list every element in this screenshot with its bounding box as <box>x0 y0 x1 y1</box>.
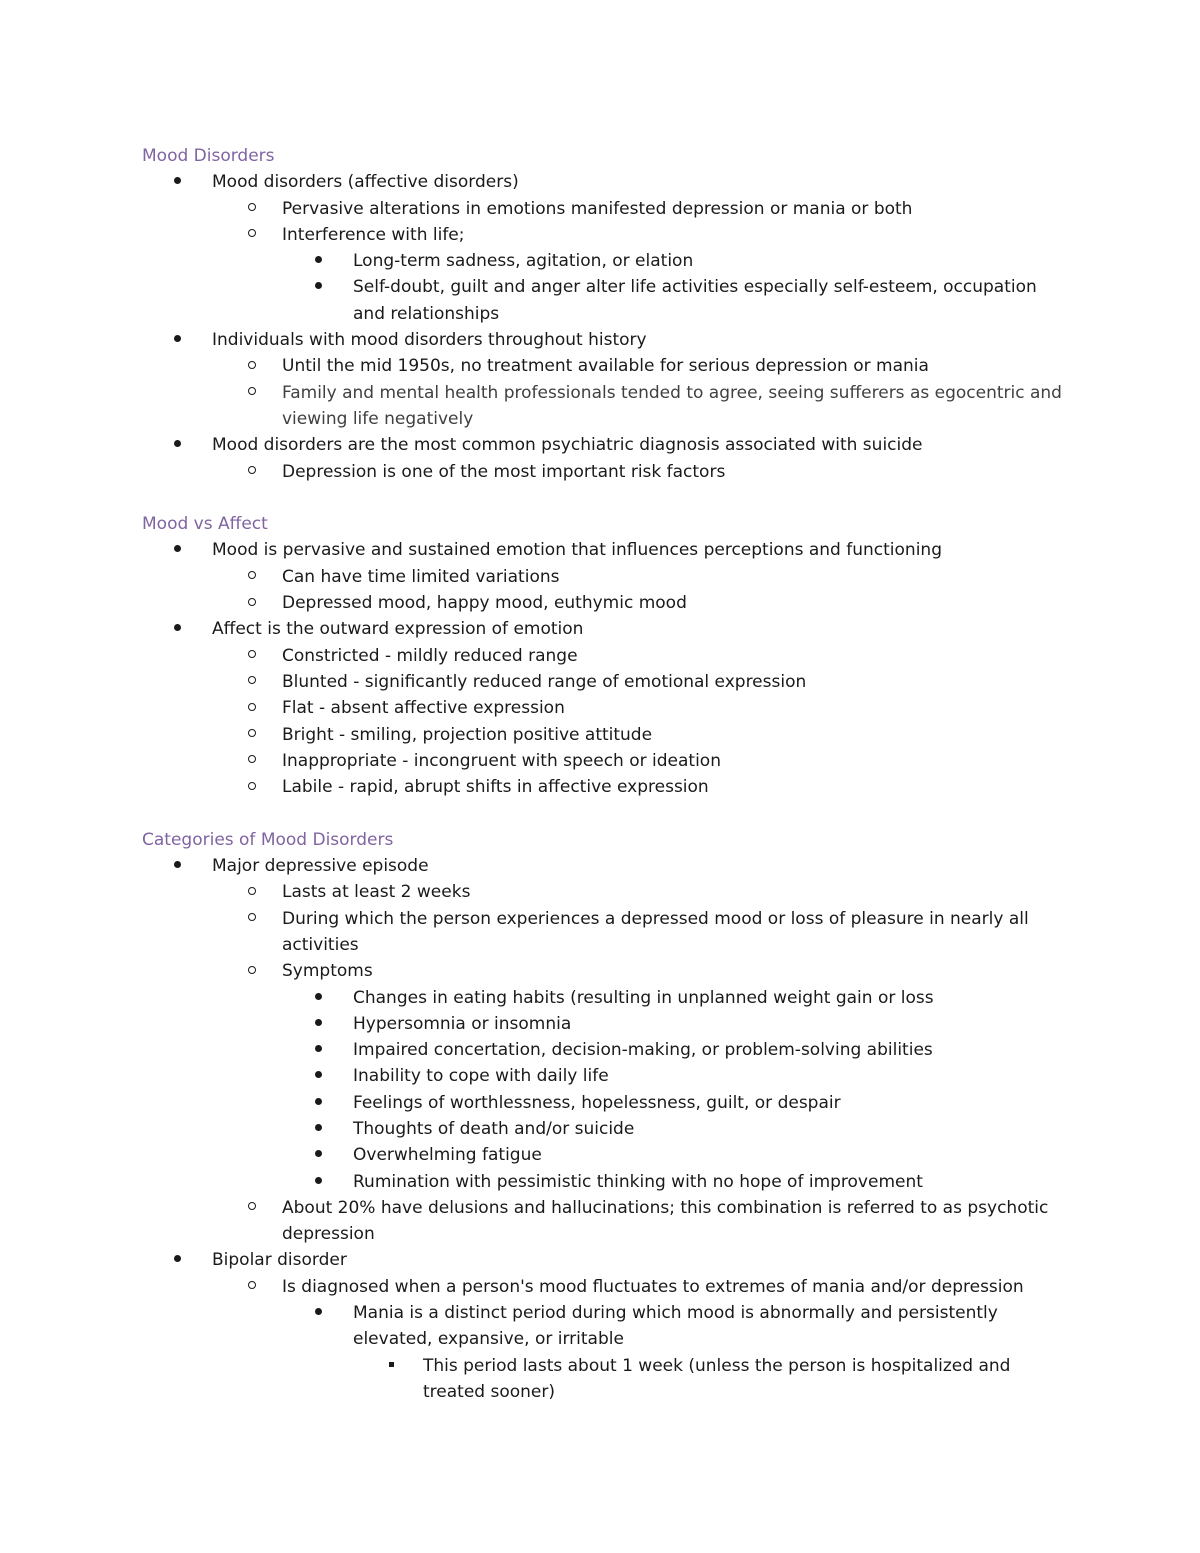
list-item <box>142 248 1072 274</box>
list-item-text: Can have time limited variations <box>282 566 560 587</box>
list-item-text: About 20% have delusions and hallucinations; this combination is referred to as psychotic depression <box>282 1197 1049 1245</box>
list-item <box>142 985 1072 1011</box>
section-spacer <box>142 485 1072 511</box>
bullet-list <box>142 853 1072 879</box>
list-item <box>142 774 1072 800</box>
bullet-circle-icon <box>248 643 256 669</box>
list-item-text: Self-doubt, guilt and anger alter life activities especially self-esteem, occupation and relationships <box>353 277 1037 324</box>
list-item-text: Changes in eating habits (resulting in unplanned weight gain or loss <box>353 987 934 1008</box>
list-item <box>142 879 1072 905</box>
list-item-text: Inability to cope with daily life <box>353 1066 609 1087</box>
list-item <box>142 274 1072 327</box>
list-item <box>142 643 1072 669</box>
list-item <box>142 1195 1072 1248</box>
section-heading-categories: Categories of Mood Disorders <box>142 829 394 850</box>
sub-list <box>142 643 1072 801</box>
list-item-text: Until the mid 1950s, no treatment available for serious depression or mania <box>282 356 929 377</box>
bullet-list <box>142 327 1072 353</box>
list-item-text: Individuals with mood disorders throughout history <box>212 330 647 351</box>
bullet-circle-icon <box>248 564 256 590</box>
bullet-list <box>142 537 1072 563</box>
bullet-square-icon <box>389 1353 394 1379</box>
list-item <box>142 1063 1072 1089</box>
list-item-text: Is diagnosed when a person's mood fluctuates to extremes of mania and/or depression <box>282 1276 1024 1297</box>
bullet-list <box>142 1247 1072 1273</box>
list-item <box>142 380 1072 433</box>
bullet-disc-icon <box>174 537 181 563</box>
sub-sub-list <box>142 248 1072 327</box>
bullet-disc-icon <box>315 1011 322 1037</box>
list-item <box>142 1011 1072 1037</box>
list-item <box>142 1116 1072 1142</box>
bullet-circle-icon <box>248 722 256 748</box>
bullet-disc-icon <box>315 985 322 1011</box>
bullet-circle-icon <box>248 1274 256 1300</box>
list-item-text: Impaired concertation, decision-making, or problem-solving abilities <box>353 1040 933 1061</box>
sub-list <box>142 1195 1072 1248</box>
sub-sub-sub-list <box>142 1353 1072 1406</box>
bullet-disc-icon <box>315 1300 322 1326</box>
section-heading-mood-disorders: Mood Disorders <box>142 146 275 166</box>
list-item-text: Pervasive alterations in emotions manifested depression or mania or both <box>282 198 913 219</box>
list-item <box>142 1090 1072 1116</box>
bullet-list <box>142 616 1072 642</box>
list-item-text: Affect is the outward expression of emotion <box>212 619 584 640</box>
list-item-text: Interference with life; <box>282 224 465 245</box>
sub-list <box>142 564 1072 617</box>
bullet-disc-icon <box>174 853 181 879</box>
list-item-text: Bipolar disorder <box>212 1250 347 1271</box>
list-item-text: Long-term sadness, agitation, or elation <box>353 251 694 272</box>
bullet-circle-icon <box>248 695 256 721</box>
list-item <box>142 564 1072 590</box>
list-item <box>142 1142 1072 1168</box>
list-item-text: Symptoms <box>282 961 373 982</box>
bullet-disc-icon <box>315 1063 322 1089</box>
section-heading-mood-vs-affect: Mood vs Affect <box>142 514 268 535</box>
list-item <box>142 222 1072 248</box>
list-item-text: Inappropriate - incongruent with speech or ideation <box>282 750 721 771</box>
bullet-disc-icon <box>315 274 322 300</box>
bullet-disc-icon <box>174 616 181 642</box>
bullet-disc-icon <box>315 1116 322 1142</box>
sub-sub-list <box>142 985 1072 1195</box>
list-item <box>142 616 1072 642</box>
sub-list <box>142 353 1072 432</box>
sub-list <box>142 459 1072 485</box>
list-item-text: Family and mental health professionals tended to agree, seeing sufferers as egocentric and viewing life negatively <box>282 382 1062 429</box>
list-item <box>142 748 1072 774</box>
bullet-disc-icon <box>315 1142 322 1168</box>
list-item-text: Depression is one of the most important risk factors <box>282 461 726 482</box>
bullet-disc-icon <box>174 327 181 353</box>
bullet-circle-icon <box>248 380 256 406</box>
list-item-text: Lasts at least 2 weeks <box>282 882 471 903</box>
list-item <box>142 722 1072 748</box>
list-item <box>142 1300 1072 1353</box>
document-body <box>142 143 1072 1405</box>
section-spacer <box>142 800 1072 826</box>
bullet-circle-icon <box>248 906 256 932</box>
sub-list <box>142 196 1072 249</box>
bullet-circle-icon <box>248 669 256 695</box>
bullet-disc-icon <box>174 169 181 195</box>
list-item <box>142 695 1072 721</box>
list-item <box>142 1169 1072 1195</box>
bullet-disc-icon <box>315 248 322 274</box>
bullet-disc-icon <box>315 1169 322 1195</box>
list-item-text: Thoughts of death and/or suicide <box>353 1118 635 1139</box>
list-item <box>142 1353 1072 1406</box>
list-item-text: Mania is a distinct period during which mood is abnormally and persistently elevated, expansive, or irritable <box>353 1303 998 1350</box>
sub-sub-list <box>142 1300 1072 1353</box>
list-item <box>142 1274 1072 1300</box>
list-item <box>142 958 1072 984</box>
list-item-text: Bright - smiling, projection positive attitude <box>282 724 653 745</box>
list-item-text: Rumination with pessimistic thinking with no hope of improvement <box>353 1171 923 1192</box>
bullet-circle-icon <box>248 353 256 379</box>
list-item <box>142 169 1072 195</box>
sub-list <box>142 1274 1072 1300</box>
list-item-text: Blunted - significantly reduced range of emotional expression <box>282 671 807 692</box>
list-item <box>142 906 1072 959</box>
list-item-text: Flat - absent affective expression <box>282 698 565 719</box>
bullet-circle-icon <box>248 1195 256 1221</box>
list-item <box>142 537 1072 563</box>
bullet-circle-icon <box>248 222 256 248</box>
bullet-circle-icon <box>248 196 256 222</box>
bullet-circle-icon <box>248 748 256 774</box>
list-item-text: Feelings of worthlessness, hopelessness, guilt, or despair <box>353 1092 841 1113</box>
list-item <box>142 327 1072 353</box>
list-item-text: Mood disorders (affective disorders) <box>212 172 519 193</box>
list-item <box>142 1037 1072 1063</box>
list-item-text: Mood is pervasive and sustained emotion that influences perceptions and functioning <box>212 540 942 561</box>
bullet-circle-icon <box>248 958 256 984</box>
bullet-circle-icon <box>248 590 256 616</box>
list-item <box>142 459 1072 485</box>
list-item-text: Mood disorders are the most common psychiatric diagnosis associated with suicide <box>212 435 923 456</box>
bullet-circle-icon <box>248 879 256 905</box>
bullet-circle-icon <box>248 774 256 800</box>
list-item-text: Hypersomnia or insomnia <box>353 1013 572 1034</box>
bullet-circle-icon <box>248 459 256 485</box>
bullet-disc-icon <box>174 432 181 458</box>
bullet-list <box>142 169 1072 195</box>
list-item-text: During which the person experiences a depressed mood or loss of pleasure in nearly all activities <box>282 908 1029 955</box>
bullet-disc-icon <box>315 1090 322 1116</box>
bullet-list <box>142 432 1072 458</box>
list-item <box>142 432 1072 458</box>
list-item-text: Constricted - mildly reduced range <box>282 645 578 666</box>
list-item-text: Overwhelming fatigue <box>353 1145 542 1166</box>
bullet-disc-icon <box>174 1247 181 1273</box>
list-item <box>142 196 1072 222</box>
list-item-text: Major depressive episode <box>212 856 429 877</box>
sub-list <box>142 879 1072 984</box>
list-item-text: Labile - rapid, abrupt shifts in affective expression <box>282 777 709 798</box>
list-item <box>142 1247 1072 1273</box>
list-item-text: Depressed mood, happy mood, euthymic mood <box>282 593 687 614</box>
bullet-disc-icon <box>315 1037 322 1063</box>
list-item-text: This period lasts about 1 week (unless the person is hospitalized and treated sooner) <box>423 1355 1011 1402</box>
list-item <box>142 669 1072 695</box>
list-item <box>142 590 1072 616</box>
list-item <box>142 353 1072 379</box>
list-item <box>142 853 1072 879</box>
